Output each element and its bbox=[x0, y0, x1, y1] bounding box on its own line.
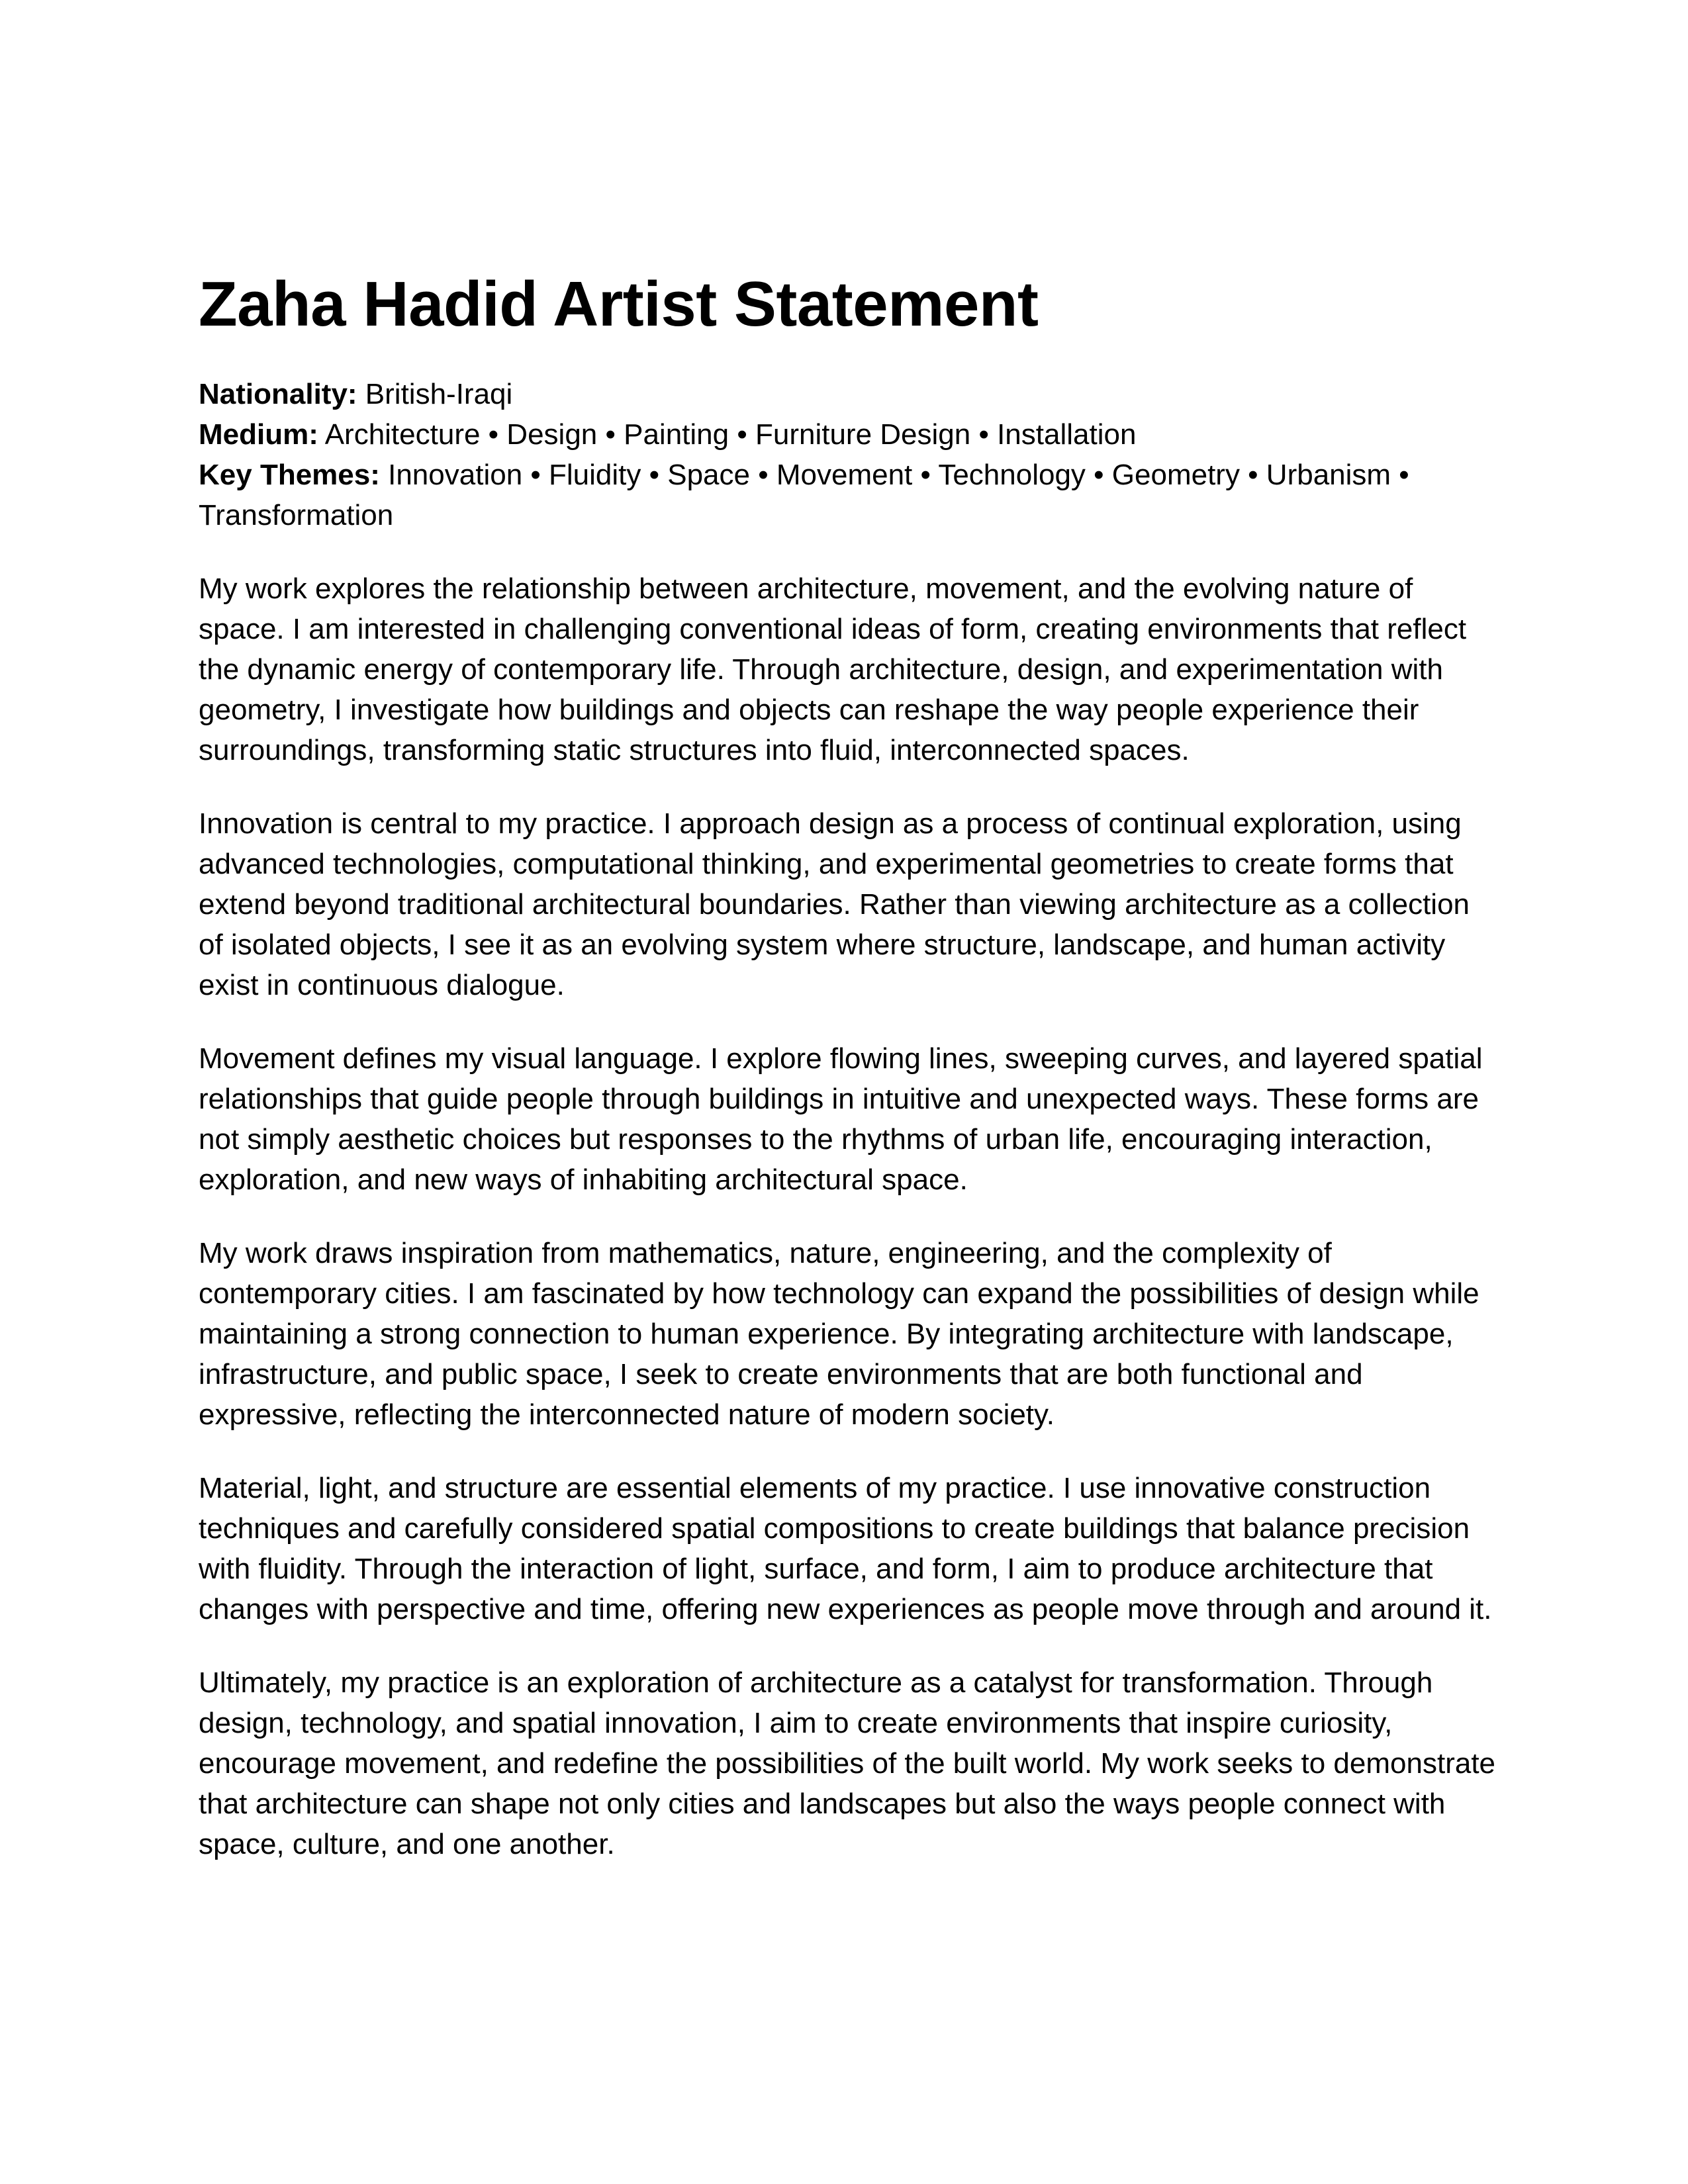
statement-paragraph-4: My work draws inspiration from mathematics, nature, engineering, and the complexity of contemporary cities. I am fascinated by how technology can expand the possibilities of design while maintaining a strong connection to human experience. By integrating architecture with landscape, infrastructure, and public space, I seek to create environments that are both functional and expressive, reflecting the interconnected nature of modern society. bbox=[199, 1237, 1479, 1431]
statement-paragraph-2: Innovation is central to my practice. I approach design as a process of continual exploration, using advanced technologies, computational thinking, and experimental geometries to create forms that extend beyond traditional architectural boundaries. Rather than viewing architecture as a collection of isolated objects, I see it as an evolving system where structure, landscape, and human activity exist in continuous dialogue. bbox=[199, 807, 1470, 1001]
medium-line bbox=[199, 414, 1496, 455]
medium-label: Medium: bbox=[199, 418, 318, 451]
document-page bbox=[199, 268, 1496, 1897]
key-themes-line bbox=[199, 455, 1496, 535]
statement-paragraph-6: Ultimately, my practice is an exploration of architecture as a catalyst for transformation. Through design, technology, and spatial innovation, I aim to create environments that inspire curiosity, encourage movement, and redefine the possibilities of the built world. My work seeks to demonstrate that architecture can shape not only cities and landscapes but also the ways people connect with space, culture, and one another. bbox=[199, 1666, 1496, 1860]
statement-paragraph-3: Movement defines my visual language. I explore flowing lines, sweeping curves, and layered spatial relationships that guide people through buildings in intuitive and unexpected ways. These forms are not simply aesthetic choices but responses to the rhythms of urban life, encouraging interaction, exploration, and new ways of inhabiting architectural space. bbox=[199, 1042, 1483, 1196]
nationality-value: British-Iraqi bbox=[357, 378, 513, 410]
document-title: Zaha Hadid Artist Statement bbox=[199, 269, 1039, 340]
statement-paragraph-5: Material, light, and structure are essential elements of my practice. I use innovative construction techniques and carefully considered spatial compositions to create buildings that balance precision with fluidity. Through the interaction of light, surface, and form, I aim to produce architecture that changes with perspective and time, offering new experiences as people move through and around it. bbox=[199, 1472, 1492, 1625]
metadata-block bbox=[199, 374, 1496, 535]
key-themes-value: Innovation • Fluidity • Space • Movement • Technology • Geometry • Urbanism • Transformation bbox=[199, 459, 1409, 531]
statement-paragraph-1: My work explores the relationship between architecture, movement, and the evolving nature of space. I am interested in challenging conventional ideas of form, creating environments that reflect the dynamic energy of contemporary life. Through architecture, design, and experimentation with geometry, I investigate how buildings and objects can reshape the way people experience their surroundings, transforming static structures into fluid, interconnected spaces. bbox=[199, 572, 1467, 766]
nationality-label: Nationality: bbox=[199, 378, 357, 410]
key-themes-label: Key Themes: bbox=[199, 459, 380, 491]
nationality-line bbox=[199, 374, 1496, 414]
medium-value: Architecture • Design • Painting • Furniture Design • Installation bbox=[318, 418, 1137, 451]
